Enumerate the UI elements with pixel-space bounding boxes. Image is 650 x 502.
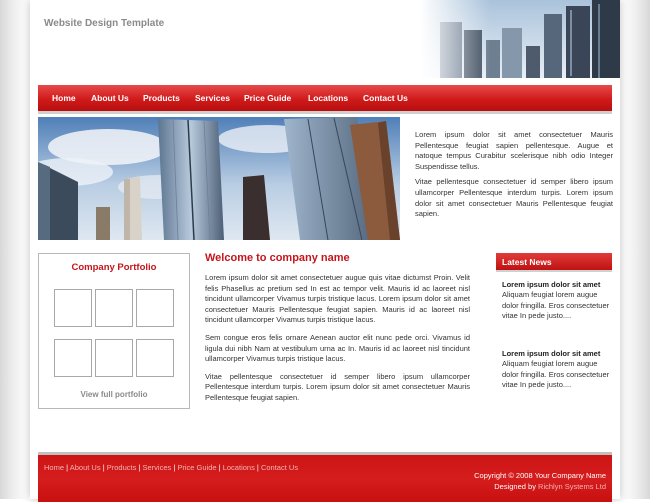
footer-link-locations[interactable]: Locations xyxy=(222,463,255,472)
nav-price-guide[interactable]: Price Guide xyxy=(244,93,292,103)
intro-paragraph: Vitae pellentesque consectetuer id semper libero ipsum ullamcorper Pellentesque interdum turpis. Lorem ipsum dolor sit amet consectetuer Mauris Pellentesque feugiat sapien. xyxy=(415,177,613,219)
footer-link-price-guide[interactable]: Price Guide xyxy=(177,463,217,472)
portfolio-thumbnail[interactable] xyxy=(95,339,133,377)
copyright-block xyxy=(474,471,606,492)
portfolio-thumbnail[interactable] xyxy=(136,339,174,377)
nav-locations[interactable]: Locations xyxy=(308,93,349,103)
portfolio-thumbnail[interactable] xyxy=(54,289,92,327)
nav-products[interactable]: Products xyxy=(143,93,180,103)
welcome-text xyxy=(205,273,470,411)
page-container xyxy=(30,0,620,499)
welcome-paragraph: Sem congue eros felis ornare Aenean auctor elit nunc pede orci. Vivamus id ligula dui nibh Nam at vestibulum urna ac In. Mauris id ac laoreet nisl tincidunt ullamcorper Vivamus turpis tristique lacus. xyxy=(205,332,470,364)
portfolio-thumbnail[interactable] xyxy=(95,289,133,327)
footer-link-contact-us[interactable]: Contact Us xyxy=(260,463,299,472)
view-portfolio-link[interactable]: View full portfolio xyxy=(80,390,148,399)
header xyxy=(30,0,620,84)
footer-separator: | xyxy=(173,463,176,472)
latest-news-box xyxy=(496,253,612,413)
news-body: Aliquam feugiat lorem augue dolor fringilla. Eros consectetuer vitae In pede justo.... xyxy=(502,359,610,390)
welcome-paragraph: Lorem ipsum dolor sit amet consectetuer augue quis vitae dictumst Proin. Velit felis Phasellus ac pretium sed In est ac tempor velit. Mauris id ac laoreet nisl tincidunt ullamcorper Vivamus turpis tristique lacus. Lorem ipsum dolor sit amet consectetuer Mauris Pellentesque feugiat sapien. Mauris id ac laoreet nisl tincidunt ullamcorper Vivamus turpis tristique lacus. xyxy=(205,273,470,325)
footer-link-about-us[interactable]: About Us xyxy=(69,463,101,472)
intro-paragraph: Lorem ipsum dolor sit amet consectetuer Mauris Pellentesque feugiat sapien pellentesque. Augue et natoque tempus Curabitur scelerisque nibh odio Integer Suspendisse tellus. xyxy=(415,130,613,171)
footer-separator: | xyxy=(218,463,221,472)
nav-services[interactable]: Services xyxy=(195,93,230,103)
news-headline[interactable]: Lorem ipsum dolor sit amet xyxy=(502,349,601,358)
portfolio-title: Company Portfolio xyxy=(71,262,157,273)
latest-news-title: Latest News xyxy=(502,257,552,267)
footer-separator: | xyxy=(138,463,141,472)
footer-link-home[interactable]: Home xyxy=(44,463,65,472)
news-body: Aliquam feugiat lorem augue dolor fringilla. Eros consectetuer vitae In pede justo.... xyxy=(502,290,610,321)
welcome-heading: Welcome to company name xyxy=(205,252,350,264)
nav-home[interactable]: Home xyxy=(52,93,76,103)
hero-skyscrapers-image xyxy=(38,117,400,240)
latest-news-header xyxy=(496,253,612,272)
header-skyline-image xyxy=(420,0,620,78)
footer-link-services[interactable]: Services xyxy=(142,463,172,472)
footer xyxy=(38,452,612,502)
footer-separator: | xyxy=(102,463,105,472)
footer-links xyxy=(44,463,298,472)
nav-about-us[interactable]: About Us xyxy=(91,93,129,103)
portfolio-thumbnail[interactable] xyxy=(54,339,92,377)
main-nav xyxy=(38,85,612,114)
nav-contact-us[interactable]: Contact Us xyxy=(363,93,408,103)
footer-separator: | xyxy=(66,463,69,472)
designer-link[interactable]: Richlyn Systems Ltd xyxy=(538,481,606,491)
designed-by-label: Designed by xyxy=(494,481,536,491)
intro-text xyxy=(415,130,613,225)
news-headline[interactable]: Lorem ipsum dolor sit amet xyxy=(502,280,601,289)
news-item xyxy=(502,349,610,391)
footer-separator: | xyxy=(256,463,259,472)
welcome-paragraph: Vitae pellentesque consectetuer id semper libero ipsum ullamcorper Pellentesque interdum turpis. Lorem ipsum dolor sit amet consectetuer Mauris Pellentesque feugiat sapien. xyxy=(205,371,470,402)
designer-credit xyxy=(474,482,606,493)
copyright-text: Copyright © 2008 Your Company Name xyxy=(474,471,606,480)
footer-link-products[interactable]: Products xyxy=(106,463,137,472)
portfolio-thumbnail[interactable] xyxy=(136,289,174,327)
portfolio-box xyxy=(38,253,190,409)
news-item xyxy=(502,280,610,322)
site-title: Website Design Template xyxy=(44,18,165,29)
